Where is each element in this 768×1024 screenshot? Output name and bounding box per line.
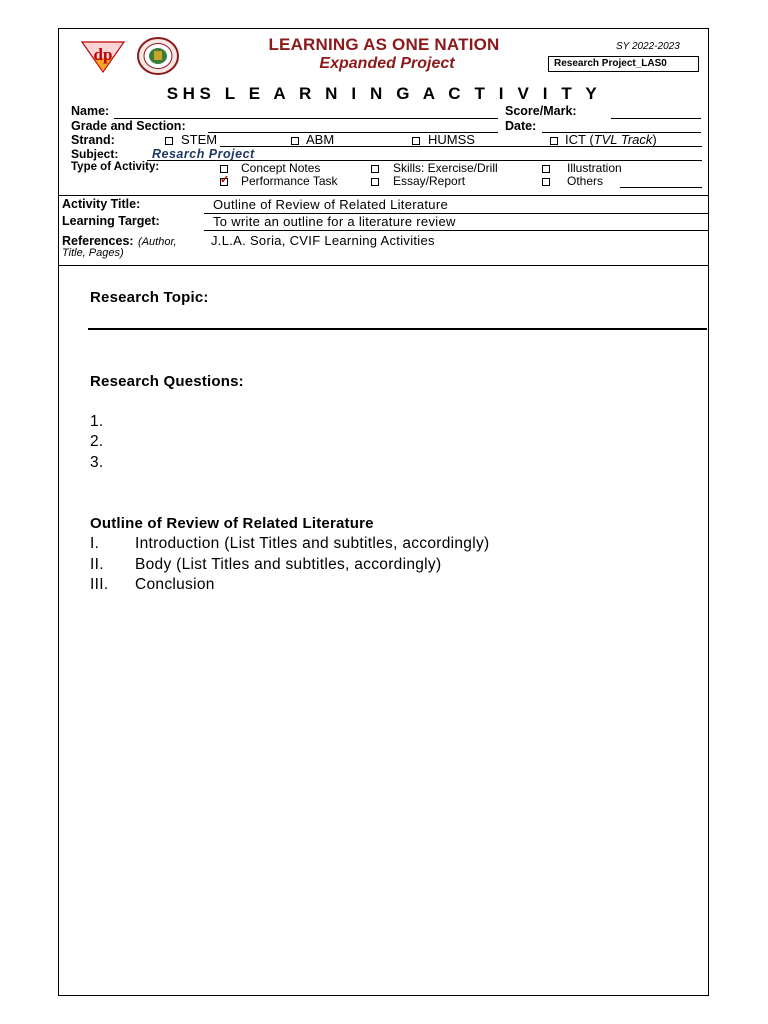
header-title: LEARNING AS ONE NATION <box>268 35 500 54</box>
grade-section-label: Grade and Section: <box>71 119 186 133</box>
type-of-activity-label: Type of Activity: <box>71 161 160 173</box>
subject-label: Subject: <box>71 147 119 161</box>
question-item: 3. <box>90 454 104 471</box>
references-value: J.L.A. Soria, CVIF Learning Activities <box>211 233 435 248</box>
research-topic-line[interactable] <box>88 328 707 330</box>
strand-ict-label: ICT (TVL Track) <box>565 132 657 147</box>
activity-title-value: Outline of Review of Related Literature <box>213 197 448 212</box>
concept-notes-label: Concept Notes <box>241 161 321 175</box>
skills-label: Skills: Exercise/Drill <box>393 161 498 175</box>
question-item: 1. <box>90 413 104 430</box>
outline-item-number: I. <box>90 535 100 552</box>
subject-value: Resarch Project <box>152 147 255 161</box>
strand-stem-label: STEM <box>181 132 218 147</box>
header-subtitle: Expanded Project <box>319 55 455 72</box>
illustration-label: Illustration <box>567 161 622 175</box>
learning-target-label: Learning Target: <box>62 214 160 228</box>
strand-humss-label: HUMSS <box>428 132 475 147</box>
section-divider <box>58 195 709 196</box>
others-label: Others <box>567 174 604 188</box>
strand-abm-checkbox[interactable] <box>291 137 299 145</box>
score-field[interactable] <box>611 118 701 119</box>
score-label: Score/Mark: <box>505 104 577 118</box>
logo-lettering: dp <box>93 45 113 64</box>
school-year: SY 2022-2023 <box>616 41 680 52</box>
others-checkbox[interactable] <box>542 178 550 186</box>
main-title: SHS L E A R N I N G A C T I V I T Y <box>166 84 602 103</box>
outline-item-number: II. <box>90 556 104 573</box>
references-note: (Author, <box>138 236 177 248</box>
essay-report-label: Essay/Report <box>393 174 466 188</box>
question-item: 2. <box>90 433 104 450</box>
concept-notes-checkbox[interactable] <box>220 165 228 173</box>
performance-task-label: Performance Task <box>241 174 338 188</box>
strand-stem-checkbox[interactable] <box>165 137 173 145</box>
strand-underline <box>220 146 702 147</box>
skills-checkbox[interactable] <box>371 165 379 173</box>
document-code: Research Project_LAS0 <box>548 56 699 72</box>
research-topic-label: Research Topic: <box>90 289 209 306</box>
references-label: References: <box>62 234 134 248</box>
outline-item-text: Conclusion <box>135 576 215 593</box>
learning-target-value: To write an outline for a literature review <box>213 214 456 229</box>
date-label: Date: <box>505 119 537 133</box>
outline-heading: Outline of Review of Related Literature <box>90 515 374 532</box>
references-underline <box>58 265 709 266</box>
essay-report-checkbox[interactable] <box>371 178 379 186</box>
activity-title-label: Activity Title: <box>62 197 141 211</box>
strand-abm-label: ABM <box>306 132 335 147</box>
strand-ict-checkbox[interactable] <box>550 137 558 145</box>
outline-item-text: Body (List Titles and subtitles, accordingly) <box>135 556 442 573</box>
outline-item-text: Introduction (List Titles and subtitles, accordingly) <box>135 535 490 552</box>
others-field[interactable] <box>620 187 702 188</box>
research-questions-label: Research Questions: <box>90 373 244 390</box>
outline-item-number: III. <box>90 576 109 593</box>
references-note-line2: Title, Pages) <box>62 247 124 259</box>
illustration-checkbox[interactable] <box>542 165 550 173</box>
strand-humss-checkbox[interactable] <box>412 137 420 145</box>
performance-task-checkbox[interactable] <box>220 178 228 186</box>
strand-label: Strand: <box>71 133 115 147</box>
name-label: Name: <box>71 104 110 118</box>
learning-target-underline <box>204 230 709 231</box>
